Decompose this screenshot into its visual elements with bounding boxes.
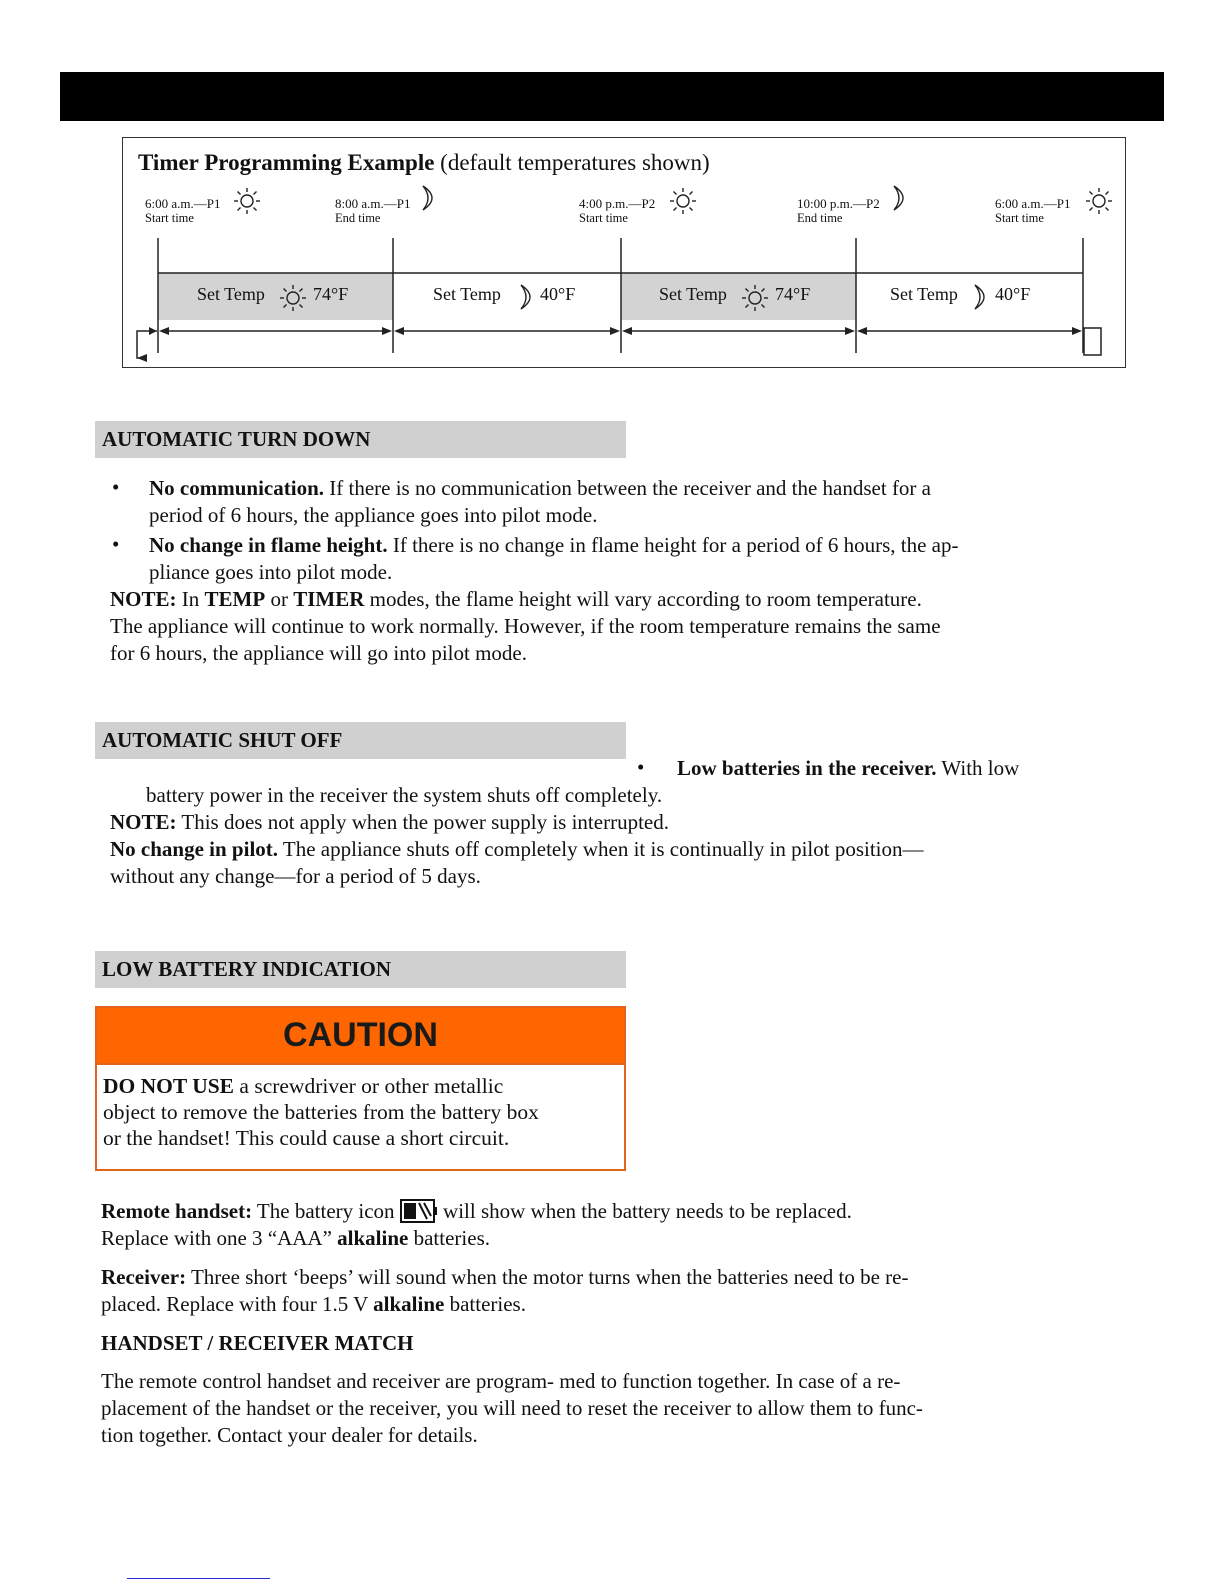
shut-off-pilot: No change in pilot. The appliance shuts off completely when it is continually in pilot position— (110, 837, 924, 861)
header-bar (60, 72, 1164, 121)
moon-icon (423, 186, 432, 210)
shut-off-bullet-1-line-2: battery power in the receiver the system shuts off completely. (146, 783, 663, 807)
segment-temp: 40°F (995, 284, 1031, 304)
section-heading-low-battery: LOW BATTERY INDICATION (95, 951, 626, 988)
moon-icon (975, 285, 984, 309)
moon-icon (521, 285, 530, 309)
shut-off-note: NOTE: This does not apply when the power supply is interrupted. (110, 810, 669, 834)
turn-down-bullet-1-line-2: period of 6 hours, the appliance goes into pilot mode. (149, 503, 598, 527)
bullet-icon: • (112, 532, 120, 556)
segment-label: Set Temp (890, 284, 958, 304)
timer-programming-diagram (122, 137, 1126, 368)
segment-temp: 40°F (540, 284, 576, 304)
timeline-label: 4:00 p.m.—P2 Start time (579, 196, 656, 225)
caution-box (95, 1006, 626, 1171)
turn-down-note-line-2: The appliance will continue to work normally. However, if the room temperature remains the same (110, 614, 941, 638)
section-heading-shut-off: AUTOMATIC SHUT OFF (95, 722, 626, 759)
segment-label: Set Temp (659, 284, 727, 304)
match-text-line-2: placement of the handset or the receiver, you will need to reset the receiver to allow them to func- (101, 1396, 923, 1420)
turn-down-bullet-1: No communication. If there is no communication between the receiver and the handset for a (149, 476, 932, 500)
caution-text: DO NOT USE a screwdriver or other metallic object to remove the batteries from the battery box or the handset! This could cause a short circuit. (103, 1074, 539, 1150)
timeline-label: 8:00 a.m.—P1 End time (335, 196, 411, 225)
segment-label: Set Temp (433, 284, 501, 304)
moon-icon (894, 186, 903, 210)
turn-down-bullet-2-line-2: pliance goes into pilot mode. (149, 560, 393, 584)
sun-icon (1086, 188, 1112, 214)
shaded-segment-p2 (621, 273, 856, 320)
segment-temp: 74°F (313, 284, 349, 304)
turn-down-note: NOTE: In TEMP or TIMER modes, the flame height will vary according to room temperature. (110, 587, 922, 611)
sun-icon (234, 188, 260, 214)
section-heading-turn-down: AUTOMATIC TURN DOWN (95, 421, 626, 458)
timer-title: Timer Programming Example (default temperatures shown) (138, 150, 710, 175)
timeline-label: 10:00 p.m.—P2 End time (797, 196, 880, 225)
shut-off-pilot-line-2: without any change—for a period of 5 days. (110, 864, 481, 888)
turn-down-bullet-2: No change in flame height. If there is no change in flame height for a period of 6 hours, the ap- (149, 533, 959, 557)
receiver-text-line-2: placed. Replace with four 1.5 V alkaline batteries. (101, 1292, 526, 1316)
turn-down-note-line-3: for 6 hours, the appliance will go into pilot mode. (110, 641, 528, 665)
segment-temp: 74°F (775, 284, 811, 304)
shut-off-bullet-1: Low batteries in the receiver. With low (677, 756, 1020, 780)
timeline-label: 6:00 a.m.—P1 Start time (995, 196, 1071, 225)
bullet-icon: • (637, 755, 645, 779)
bullet-icon: • (112, 475, 120, 499)
segment-label: Set Temp (197, 284, 265, 304)
shaded-segment-p1 (158, 273, 393, 320)
battery-icon (400, 1198, 438, 1224)
caution-header: CAUTION (97, 1008, 624, 1065)
remote-handset-text-line-2: Replace with one 3 “AAA” alkaline batteries. (101, 1226, 490, 1250)
timeline-label: 6:00 a.m.—P1 Start time (145, 196, 221, 225)
receiver-text: Receiver: Three short ‘beeps’ will sound when the motor turns when the batteries need to be re- (101, 1265, 909, 1289)
sun-icon (670, 188, 696, 214)
remote-handset-text: Remote handset: The battery icon will show when the battery needs to be replaced. (101, 1199, 852, 1223)
match-heading: HANDSET / RECEIVER MATCH (101, 1331, 414, 1355)
match-text-line-3: tion together. Contact your dealer for details. (101, 1423, 478, 1447)
footer-link-underline (127, 1578, 270, 1579)
match-text-line-1: The remote control handset and receiver are program- med to function together. In case of a re- (101, 1369, 901, 1393)
